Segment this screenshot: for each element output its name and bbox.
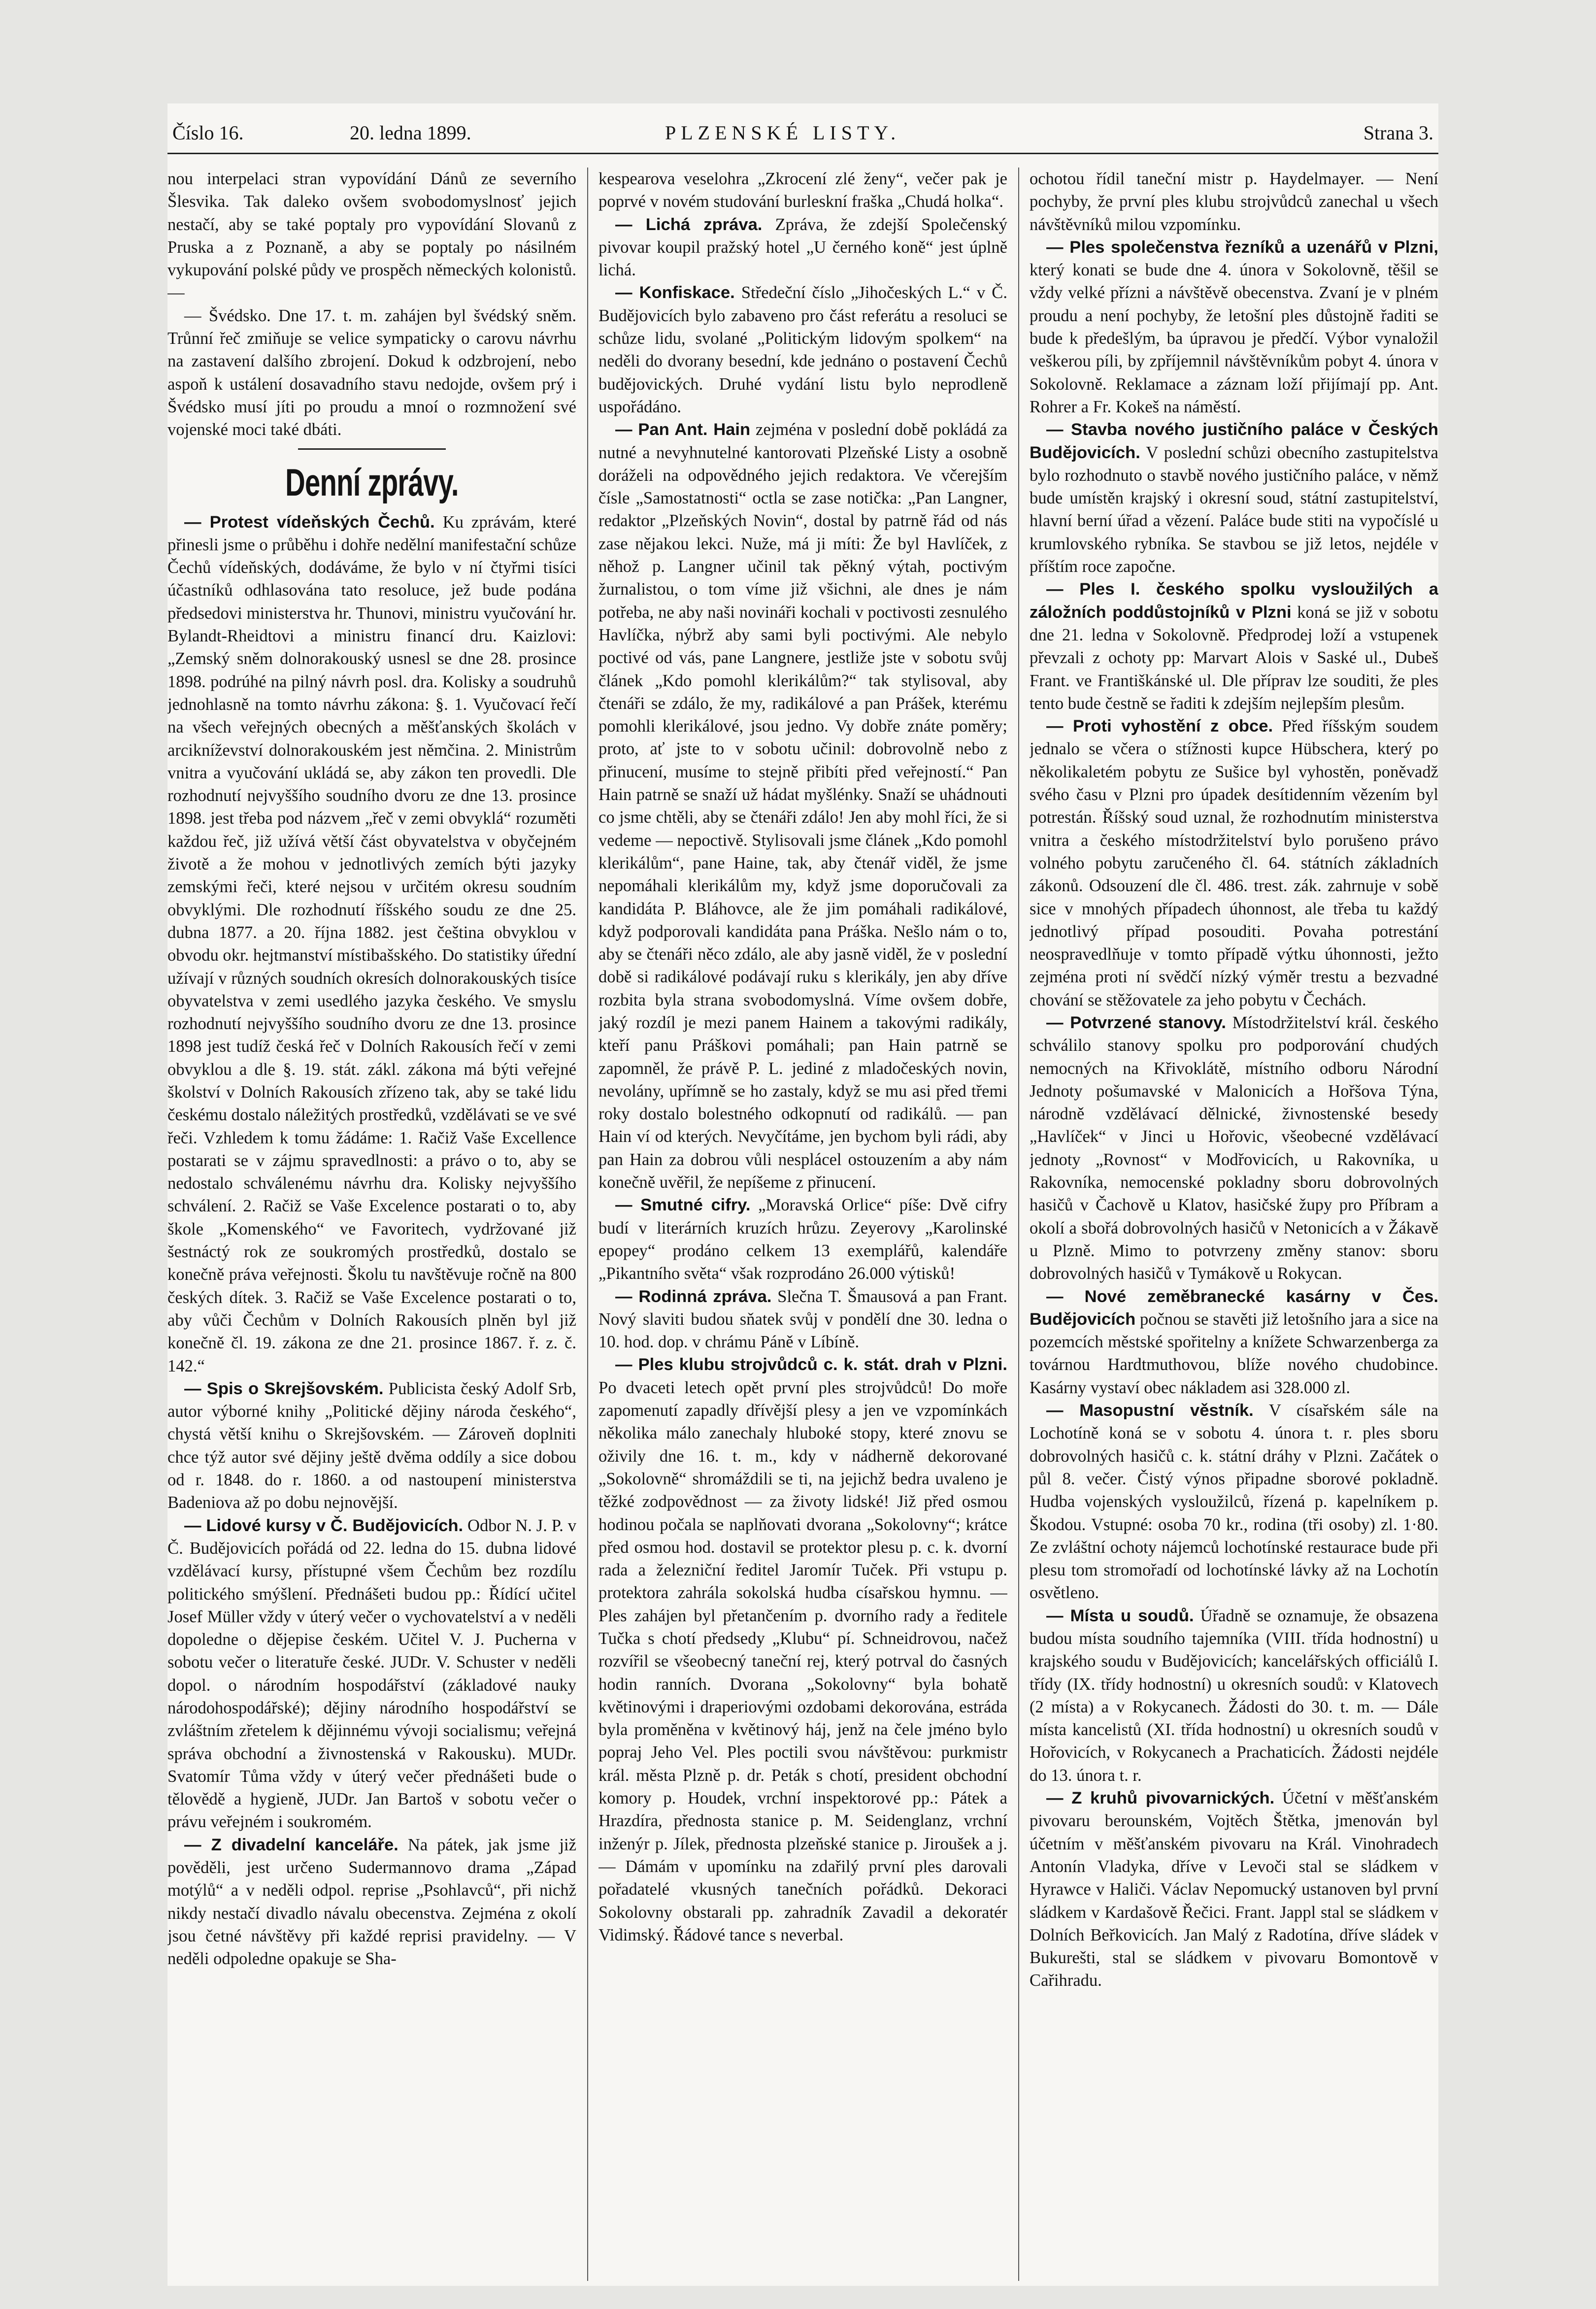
column-divider	[1018, 167, 1019, 2281]
news-article	[1030, 1399, 1438, 1605]
issue-number: Číslo 16.	[172, 122, 244, 144]
article-body: Publicista český Adolf Srb, autor výborné knihy „Politické dějiny národa českého“, chystá větší knihu o Skrejšovském. — Zároveň doplniti chce týž autor své dějiny ještě dvěma oddíly a sice dobou od r. 1848. do r. 1860. a od nastoupení ministerstva Badeniova až po dobu nejnovější.	[167, 1379, 576, 1512]
news-article	[167, 167, 576, 304]
article-body: Úřadně se oznamuje, že obsazena budou místa soudního tajemníka (VIII. třída hodnostní) u krajského soudu v Budějovicích; kancelářských officiálů I. třídy (IX. třídy hodnostní) u okresních soudů: v Klatovech (2 místa) a v Rokycanech. Žádosti do 30. t. m. — Dále místa kancelistů (XI. třída hodnostní) u okresních soudů v Hořovicích, v Rokycanech a Prachaticích. Žádosti nejdéle do 13. února t. r.	[1030, 1606, 1438, 1785]
article-body: „Moravská Orlice“ píše: Dvě cifry budí v literárních kruzích hrůzu. Zeyerovy „Karolinské epopey“ prodáno celkem 13 exemplářů, kalendáře „Pikantního světa“ však rozprodáno 26.000 výtisků!	[598, 1196, 1007, 1283]
article-headline: — Ples klubu strojvůdců c. k. stát. drah v Plzni.	[615, 1355, 1007, 1374]
news-article	[1030, 167, 1438, 236]
article-headline: — Nové zeměbranecké kasárny v Čes. Budějovicích	[1030, 1287, 1438, 1329]
text-column-3	[1030, 167, 1438, 2281]
article-body: Před říšským soudem jednalo se včera o stížnosti kupce Hübschera, který po několikaletém pobytu ze Sušice byl vyhostěn, poněvadž svého času v Plzni pro úpadek desítidenním vězením byl potrestán. Říšský soud uznal, že rozhodnutím ministerstva vnitra a českého místodržitelství bylo porušeno právo volného pobytu zaručeného čl. 64. státních základních zákonů. Odsouzení dle čl. 486. trest. zák. zahrnuje v sobě sice v mnohých případech úhonnost, ale třeba tu každý jednotlivý případ posouditi. Povaha potrestání neospravedlňuje v tomto případě výtku úhonnosti, ježto zejména proti ní svědčí nízký výměr trestu a bezvadné chování se stěžovatele za jeho pobytu v Čechách.	[1030, 717, 1438, 1009]
article-body: ochotou řídil taneční mistr p. Haydelmayer. — Není pochyby, že první ples klubu strojvůdců zanechal u všech návštěvníků milou vzpomínku.	[1030, 169, 1438, 234]
text-column-1	[167, 167, 576, 2281]
news-article	[167, 1377, 576, 1514]
article-body: Odbor N. J. P. v Č. Budějovicích pořádá od 22. ledna do 15. dubna lidové vzdělávací kursy, přístupné všem Čechům bez rozdílu politického smýšlení. Přednášeti budou pp.: Řídící učitel Josef Müller vždy v úterý večer o vychovatelství a v neděli dopoledne o dějepise českém. Učitel V. J. Pucherna v sobotu večer o literatuře české. JUDr. V. Schuster v neděli dopol. o národním hospodářství (základové nauky národohospodářské); dějiny národního hospodářství se zvláštním zřetelem k dějinnému vývoji socialismu; veřejná správa obchodní a živnostenská v Rakousku). MUDr. Svatomír Tůma vždy v úterý večer přednášeti bude o tělovědě a hygieně, JUDr. Jan Bartoš v sobotu večer o právu veřejném i soukromém.	[167, 1516, 576, 1832]
article-headline: — Ples I. českého spolku vysloužilých a záložních poddůstojníků v Plzni	[1030, 580, 1438, 622]
article-body: nou interpelaci stran vypovídání Dánů ze severního Šlesvika. Tak daleko ovšem svobodomyslnosť jejich nestačí, aby se také poptaly pro vypovídání Slovanů z Pruska a z Poznaně, a aby se poptaly po násilném vykupování polské půdy ve prospěch německých kolonistů. —	[167, 169, 576, 302]
news-article	[598, 167, 1007, 213]
news-article	[1030, 1605, 1438, 1787]
news-article	[167, 304, 576, 441]
article-body: Po dvaceti letech opět první ples strojvůdců! Do moře zapomenutí zapadly dřívější plesy a jen ve vzpomínkách několika málo zanechaly hluboké stopy, které znovu se oživily dne 16. t. m., kdy v nádherně dekorované „Sokolovně“ shromáždili se ti, na jejichž bedra uvaleno je těžké zodpovědnost — za životy lidské! Již před osmou hodinou počala se naplňovati dvorana „Sokolovny“; krátce před osmou hod. dostavil se protektor plesu p. c. k. dvorní rada a železniční ředitel Jaromír Tuček. Při vstupu p. protektora zahrála sokolská hudba císařskou hymnu. — Ples zahájen byl přetančením p. dvorního rady a ředitele Tučka s chotí předsedy „Klubu“ pí. Schneidrovou, načež rozvířil se všeobecný taneční rej, který potrval do časných hodin ranních. Dvorana „Sokolovny“ byla bohatě květinovými i draperiovými ozdobami dekorována, estráda byla proměněna v květinový háj, jenž na čele jméno bylo popraj Jeho Vel. Ples poctili svou návštěvou: purkmistr král. města Plzně p. dr. Peták s chotí, president obchodní komory p. Houdek, vrchní inspektorové pp.: Pátek a Hrazdíra, přednosta stanice p. M. Seidenglanz, vrchní inženýr p. Jílek, přednosta plzeňské stanice p. Jiroušek a j. — Dámám v upomínku na zdařilý první ples darovali pořadatelé vkusných tanečních pořádků. Dekoraci Sokolovny obstarali pp. zahradník Zavadil a dekoratér Vidimský. Řádové tance s neverbal.	[598, 1378, 1007, 1944]
article-body: Slečna T. Šmausová a pan Frant. Nový slaviti budou sňatek svůj v pondělí dne 30. ledna o 10. hod. dop. v chrámu Páně v Líbíně.	[598, 1287, 1007, 1352]
news-article	[1030, 1787, 1438, 1992]
article-body: který konati se bude dne 4. února v Sokolovně, těšil se vždy velké přízni a návštěvě obecenstva. Zvaní je v plném proudu a není pochyby, že letošní ples důstojně řaditi se bude k předešlým, ba úpravou je předčí. Výbor vynaložil veškerou píli, by zpříjemnil návštěvníkům pobyt 4. února v Sokolovně. Reklamace a záznam loží přijímají pp. Ant. Rohrer a Fr. Kokeš na náměstí.	[1030, 261, 1438, 416]
news-article	[598, 1285, 1007, 1354]
news-article	[167, 511, 576, 1377]
article-body: Středeční číslo „Jihočeských L.“ v Č. Budějovicích bylo zabaveno pro část referátu a resoluci se schůze lidu, svolané „Politickým lidovým spolkem“ na neděli do dvorany besední, kde jednáno o postavení Čechů budějovických. Druhé vydání listu bylo neprodleně uspořádáno.	[598, 283, 1007, 416]
header-rule	[167, 153, 1438, 154]
newspaper-page	[167, 103, 1438, 2286]
article-headline: — Masopustní věstník.	[1046, 1401, 1254, 1420]
article-headline: — Lichá zpráva.	[615, 215, 763, 234]
article-headline: — Konfiskace.	[615, 283, 735, 302]
column-divider	[587, 167, 588, 2281]
article-body: Zpráva, že zdejší Společenský pivovar koupil pražský hotel „U černého koně“ jest úplně lichá.	[598, 215, 1007, 280]
article-headline: — Ples společenstva řezníků a uzenářů v Plzni,	[1046, 237, 1438, 257]
article-body: V císařském sále na Lochotíně koná se v sobotu 4. února t. r. ples sboru dobrovolných hasičů c. k. státní dráhy v Plzni. Začátek o půl 8. večer. Čistý výnos připadne sborové pokladně. Hudba vojenských vysloužilců, řízená p. kapelníkem p. Škodou. Vstupné: osoba 70 kr., rodina (tři osoby) zl. 1·80. Ze zvláštní ochoty nájemců lochotínské restaurace bude při plesu tom stromořadí od lochotínské lávky až na Lochotín osvětleno.	[1030, 1401, 1438, 1603]
news-article	[1030, 1011, 1438, 1285]
news-article	[598, 1353, 1007, 1946]
news-article	[1030, 1285, 1438, 1399]
news-article	[167, 1834, 576, 1971]
news-article	[598, 418, 1007, 1194]
news-article	[598, 213, 1007, 282]
article-body: V poslední schůzi obecního zastupitelstva bylo rozhodnuto o stavbě nového justičního paláce, v němž bude umístěn krajský i okresní soud, státní zastupitelství, hlavní berní úřad a vězení. Paláce bude stiti na vypočíslé u krumlovského rybníka. Se stavbou se již letos, nejdéle v příštím roce započne.	[1030, 443, 1438, 576]
article-headline: — Místa u soudů.	[1046, 1606, 1194, 1625]
article-headline: — Pan Ant. Hain	[615, 420, 751, 439]
text-column-2	[598, 167, 1007, 2281]
section-heading: Denní zprávy.	[285, 460, 459, 504]
news-article	[1030, 578, 1438, 715]
article-headline: — Smutné cifry.	[615, 1196, 751, 1215]
news-article	[598, 281, 1007, 418]
article-body: Na pátek, jak jsme již pověděli, jest určeno Sudermannovo drama „Západ motýlů“ a v neděli odpol. reprise „Psohlavců“, při nichž nikdy nestačí divadlo návalu obecenstva. Zejména z okolí jsou četné návštěvy při každé reprisi pravidelny. — V neděli odpoledne opakuje se Sha-	[167, 1835, 576, 1969]
article-headline: — Protest vídeňských Čechů.	[184, 512, 435, 532]
article-headline: — Rodinná zpráva.	[615, 1287, 772, 1306]
masthead-title: PLZENSKÉ LISTY.	[665, 122, 901, 144]
page-number: Strana 3.	[1363, 122, 1433, 144]
news-article	[598, 1194, 1007, 1285]
news-article	[1030, 418, 1438, 578]
news-article	[1030, 715, 1438, 1011]
article-headline: — Z kruhů pivovarnických.	[1046, 1789, 1275, 1808]
section-divider	[298, 448, 446, 450]
news-article	[1030, 236, 1438, 418]
page-header	[167, 118, 1438, 148]
article-headline: — Lidové kursy v Č. Budějovicích.	[184, 1516, 464, 1535]
article-body: Místodržitelství král. českého schválilo stanovy spolku pro podporování chudých nemocných na Křivoklátě, místního odboru Národní Jednoty pošumavské v Malonicích a Hořšova Týna, národně vzdělávací dělnické, živnostenské besedy „Havlíček“ v Jinci u Hořovic, všeobecné vzdělávací jednoty „Rovnost“ v Modřovicích, u Rakovníka, u Rakovníka, nemocenské pokladny sboru dobrovolných hasičů v Čachově u Klatov, hasičské župy pro Příbram a okolí a sbořá dobrovolných hasičů v Netonicích a v Žákavě u Plzně. Mimo to potvrzeny změny stanov: sboru dobrovolných hasičů v Tymákově u Rokycan.	[1030, 1013, 1438, 1283]
article-body: Účetní v měšťanském pivovaru berounském, Vojtěch Štětka, jmenován byl účetním v měšťanském pivovaru na Král. Vinohradech Antonín Vladyka, dříve v Levoči stal se sládkem v Hyrawce v Haliči. Václav Nepomucký ustanoven byl první sládkem v Kardašově Řečici. Frant. Jappl stal se sládkem v Dolních Beřkovicích. Jan Malý z Radotína, dříve sládek v Bukurešti, stal se sládkem v pivovaru Bomontově v Cařihradu.	[1030, 1789, 1438, 1990]
article-body: koná se již v sobotu dne 21. ledna v Sokolovně. Předprodej loží a vstupenek převzali z ochoty pp: Marvart Alois v Saské ul., Dubeš Frant. ve Františkánské ul. Dle příprav lze souditi, že ples tento bude čestně se řaditi k zdejším nejlepším plesům.	[1030, 602, 1438, 713]
article-body: kespearova veselohra „Zkrocení zlé ženy“, večer pak je poprvé v novém studování burleskní fraška „Chudá holka“.	[598, 169, 1007, 211]
article-headline: — Proti vyhostění z obce.	[1046, 717, 1273, 736]
article-headline: — Potvrzené stanovy.	[1046, 1013, 1226, 1032]
news-article	[167, 1514, 576, 1834]
article-body: počnou se stavěti již letošního jara a sice na pozemcích městské spořitelny a knížete Schwarzenberga za továrnou Hardtmuthovou, blíže nového chudobince. Kasárny vystaví obec nákladem asi 328.000 zl.	[1030, 1309, 1438, 1397]
article-body: zejména v poslední době pokládá za nutné a nevyhnutelné kantorovati Plzeňské Listy a osobně doráželi na odpovědného jejich redaktora. Ve včerejším čísle „Samostatnosti“ octla se zase notička: „Pan Langner, redaktor „Plzeňských Novin“, dostal by patrně řád od nás zase nějakou lekci. Nuže, má ji míti: Že byl Havlíček, z něhož p. Langner učinil tak pěkný výtah, poctivým žurnalistou, o tom víme již všichni, ale dnes je nám potřeba, ne aby naši novináři kochali v poctivosti zesnulého Havlíčka, nýbrž aby sami byli poctivými. Ale nebylo poctivé od vás, pane Langnere, jestliže jste v sobotu svůj článek „Kdo pomohl klerikálům?“ tak stylisoval, aby čtenáři se zdálo, že my, radikálové a pan Prášek, kterému pomohli klerikálové, jsou jedno. Vy dobře znáte poměry; proto, ať jste to v sobotu učinil: dobrovolně nebo z přinucení, musíme to stejně přibíti před veřejností.“ Pan Hain patrně se snaží už hádat myšlénky. Snaží se uhádnouti co jsme chtěli, aby se čtenáři zdálo! Jen aby mohl říci, že si vedeme — nepoctivě. Stylisovali jsme článek „Kdo pomohl klerikálům“, pane Haine, tak, aby čtenář viděl, že jsme nepomáhali klerikálům my, když jsme doporučovali za kandidáta P. Bláhovce, ale že jim pomáhali radikálové, když podporovali kandidáta pana Práška. Nešlo nám o to, aby se čtenáři něco zdálo, ale aby jasně viděl, že v poslední době si radikálové podávají ruku s klerikály, jen aby dříve rozbita byla strana svobodomyslná. Víme ovšem dobře, jaký rozdíl je mezi panem Hainem a takovými radikály, kteří panu Práškovi pomáhali; pan Hain patrně se zapomněl, že právě P. L. jediné z mladočeských novin, nevolány, upřímně se ho zastaly, když se mu asi před třemi roky dostalo bolestného odkopnutí od radikálů. — pan Hain ví od kterých. Nevyčítáme, jen bychom byli rádi, aby pan Hain za dobrou vůli nesplácel ostouzením a aby nám konečně uvěřil, že nepíšeme z přinucení.	[598, 420, 1007, 1192]
article-body: — Švédsko. Dne 17. t. m. zahájen byl švédský sněm. Trůnní řeč zmiňuje se velice sympaticky o carovu návrhu na zastavení dalšího zbrojení. Dokud k odzbrojení, nebo aspoň k ustálení dosavadního stavu nedojde, ovšem prý i Švédsko musí jíti po proudu a mnoí o rozmnožení své vojenské moci také dbáti.	[167, 306, 576, 439]
article-headline: — Z divadelní kanceláře.	[184, 1835, 399, 1854]
article-headline: — Stavba nového justičního paláce v Českých Budějovicích.	[1030, 420, 1438, 462]
article-body: Ku zprávám, které přinesli jsme o průběhu i dohře nedělní manifestační schůze Čechů vídeňských, dodáváme, že bylo v ní čtyřmi tisíci účastníků odhlasována tato resoluce, jež bude podána předsedovi ministerstva hr. Thunovi, ministru vyučování hr. Bylandt-Rheidtovi a ministru financí dru. Kaizlovi: „Zemský sněm dolnorakouský usnesl se dne 28. prosince 1898. podrúhé na pilný návrh posl. dra. Kolisky a soudruhů jednohlasně na tomto návrhu zákona: §. 1. Vyučovací řečí na všech veřejných obecných a měšťanských školách v arcikníževství dolnorakouském jest němčina. 2. Ministrům vnitra a vyučování ukládá se, aby zákon ten provedli. Dle rozhodnutí nejvyššího soudního dvoru ze dne 13. prosince 1898. jest třeba pod názvem „řeč v zemi obvyklá“ rozuměti každou řeč, již užívá větší část obyvatelstva v obyčejném životě a že mohou v jednotlivých zemích býti jazyky zemskými řeči, které nejsou v určitém okresu soudním obvyklými. Dle rozhodnutí říšského soudu ze dne 25. dubna 1877. a 20. října 1882. jest čeština obvyklou v obvodu okr. hejtmanství místibašského. Do statistiky úřední užívají v různých soudních okresích dolnorakouských tisíce obyvatelstva v zemi usedlého jazyka českého. Ve smyslu rozhodnutí nejvyššího soudního dvoru ze dne 13. prosince 1898 jest tudíž česká řeč v Dolních Rakousích řečí v zemi obvyklou a dle §. 19. stát. zákl. zákona má býti veřejné školství v Dolních Rakousích zřízeno tak, aby se také lidu českému dostalo náležitých prostředků, vzdělávati se ve své řeči. Vzhledem k tomu žádáme: 1. Račiž Vaše Excellence postarati se v zájmu spravedlnosti: a právo o to, aby se nedostalo schválenému návrhu dra. Kolisky nejvyššího schválení. 2. Račiž se Vaše Excelence postarati o to, aby škole „Komenského“ ve Favoritech, vydržované již šestnáctý rok ze soukromých prostředků, dostalo se konečně práva veřejnosti. Školu tu navštěvuje ročně na 800 českých dítek. 3. Račiž se Vaše Excelence postarati o to, aby vůči Čechům v Dolních Rakousích plněn byl již konečně čl. 19. zákona ze dne 21. prosince 1867. ř. z. č. 142.“	[167, 512, 576, 1375]
issue-date: 20. ledna 1899.	[350, 122, 471, 144]
article-headline: — Spis o Skrejšovském.	[184, 1379, 384, 1398]
